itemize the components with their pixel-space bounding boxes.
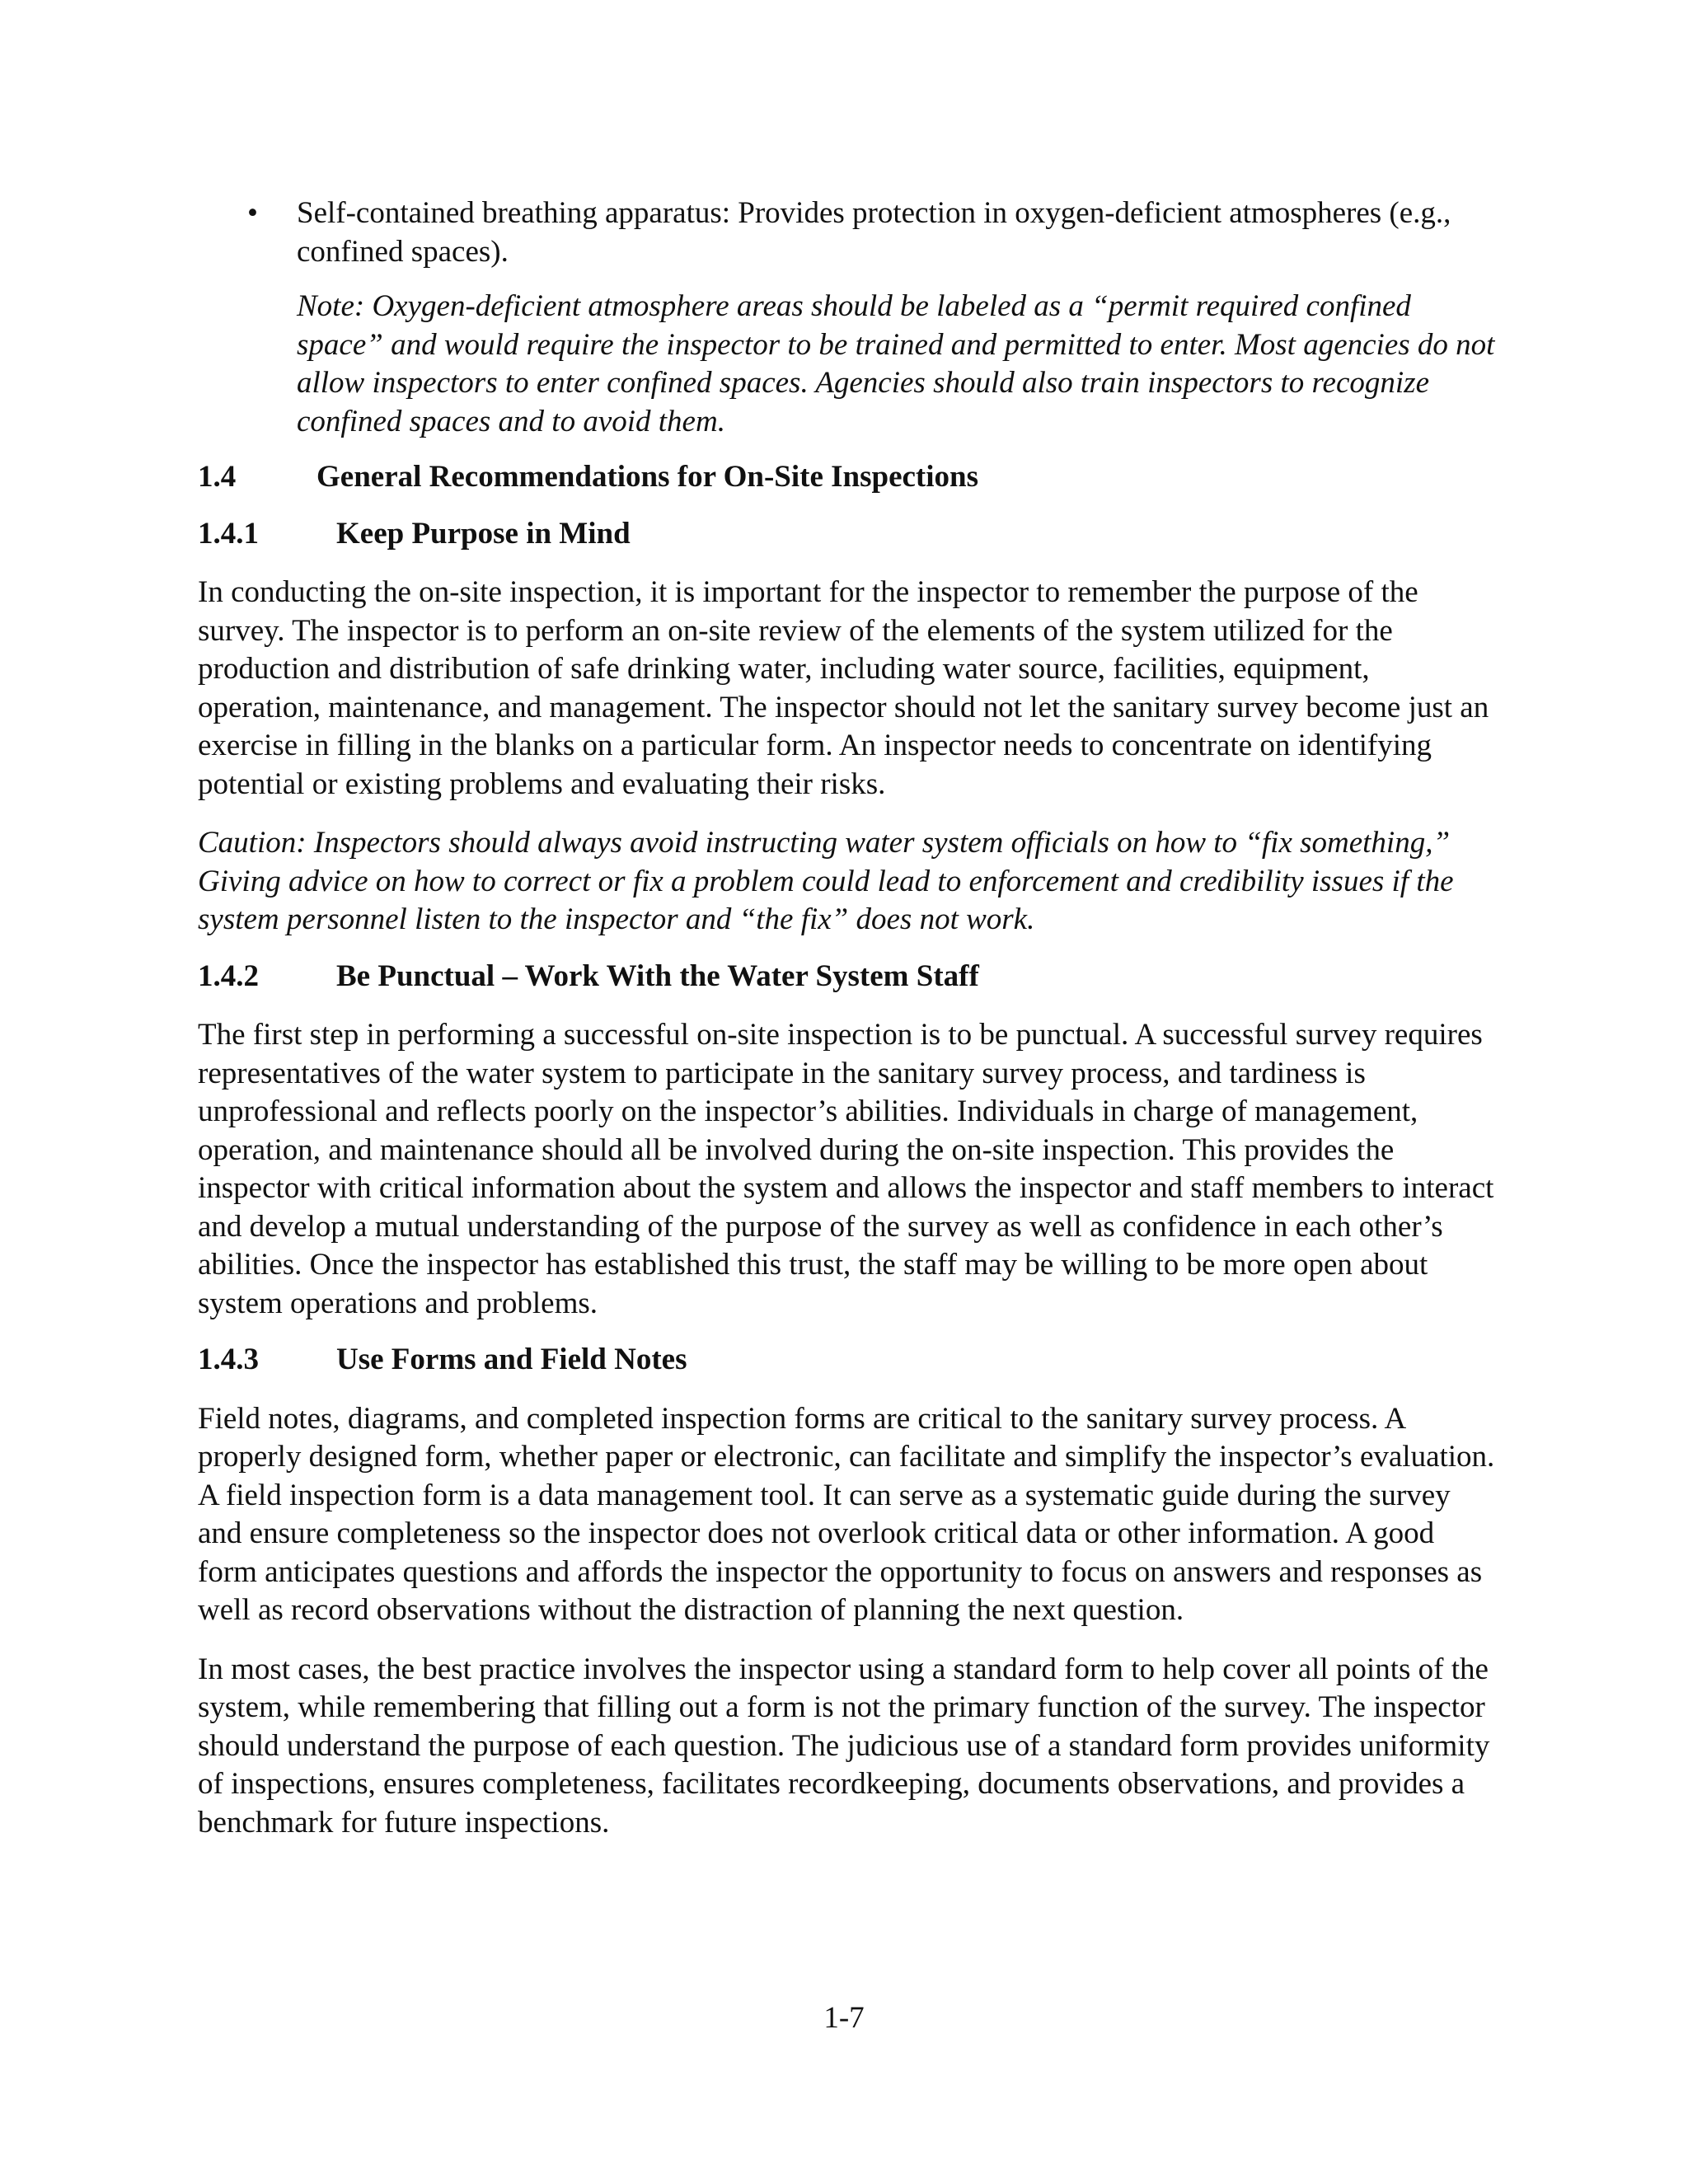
section-heading-1-4-3 bbox=[198, 1341, 1496, 1380]
section-number: 1.4.1 bbox=[198, 516, 259, 551]
page-number: 1-7 bbox=[823, 2001, 865, 2035]
section-number: 1.4.3 bbox=[198, 1343, 259, 1376]
document-page bbox=[198, 194, 1496, 1842]
body-paragraph: In most cases, the best practice involves the inspector using a standard form to help cover all points of the system, while remembering that filling out a form is not the primary function of the survey. The inspector should understand the purpose of each question. The judicious use of a standard form provides uniformity of inspections, ensures completeness, facilitates recordkeeping, documents observations, and provides a benchmark for future inspections. bbox=[198, 1652, 1490, 1840]
body-paragraph: In conducting the on-site inspection, it is important for the inspector to remember the purpose of the survey. The inspector is to perform an on-site review of the elements of the system utilized for the production and distribution of safe drinking water, including water source, facilities, equipment, operation, maintenance, and management. The inspector should not let the sanitary survey become just an exercise in filling in the blanks on a particular form. An inspector needs to concentrate on identifying potential or existing problems and evaluating their risks. bbox=[198, 575, 1489, 801]
section-heading-1-4-1 bbox=[198, 515, 1496, 554]
note-text: Note: Oxygen-deficient atmosphere areas should be labeled as a “permit required confined space” and would require the inspector to be trained and permitted to enter. Most agencies do not allow inspectors to enter confined spaces. Agencies should also train inspectors to recognize confined spaces and to avoid them. bbox=[297, 289, 1495, 438]
body-paragraph: Field notes, diagrams, and completed inspection forms are critical to the sanitary survey process. A properly designed form, whether paper or electronic, can facilitate and simplify the inspector’s evaluation. A field inspection form is a data management tool. It can serve as a systematic guide during the survey and ensure completeness so the inspector does not overlook critical data or other information. A good form anticipates questions and affords the inspector the opportunity to focus on answers and responses as well as record observations without the distraction of planning the next question. bbox=[198, 1401, 1495, 1627]
bullet-text: Self-contained breathing apparatus: Provides protection in oxygen-deficient atmospheres (e.g., confined spaces). bbox=[297, 196, 1451, 269]
section-number: 1.4 bbox=[198, 460, 237, 494]
bullet-icon: • bbox=[247, 196, 258, 230]
section-heading-1-4-2 bbox=[198, 958, 1496, 996]
section-number: 1.4.2 bbox=[198, 958, 259, 993]
body-paragraph: The first step in performing a successful on-site inspection is to be punctual. A successful survey requires representatives of the water system to participate in the sanitary survey process, and tardiness is unprofessional and reflects poorly on the inspector’s abilities. Individuals in charge of management, operation, and maintenance should all be involved during the on-site inspection. This provides the inspector with critical information about the system and allows the inspector and staff members to interact and develop a mutual understanding of the purpose of the survey as well as confidence in each other’s abilities. Once the inspector has established this trust, the staff may be willing to be more open about system operations and problems. bbox=[198, 1018, 1494, 1320]
section-heading-1-4 bbox=[198, 458, 1496, 497]
bullet-list-item bbox=[198, 194, 1496, 271]
section-title: Use Forms and Field Notes bbox=[336, 1343, 687, 1376]
section-title: Be Punctual – Work With the Water System Staff bbox=[336, 958, 979, 993]
caution-text: Caution: Inspectors should always avoid instructing water system officials on how to “fix something,” Giving advice on how to correct or fix a problem could lead to enforcement and credibility issues if the system personnel listen to the inspector and “the fix” does not work. bbox=[198, 826, 1454, 936]
section-title: Keep Purpose in Mind bbox=[336, 516, 631, 551]
section-title: General Recommendations for On-Site Inspections bbox=[316, 460, 978, 494]
